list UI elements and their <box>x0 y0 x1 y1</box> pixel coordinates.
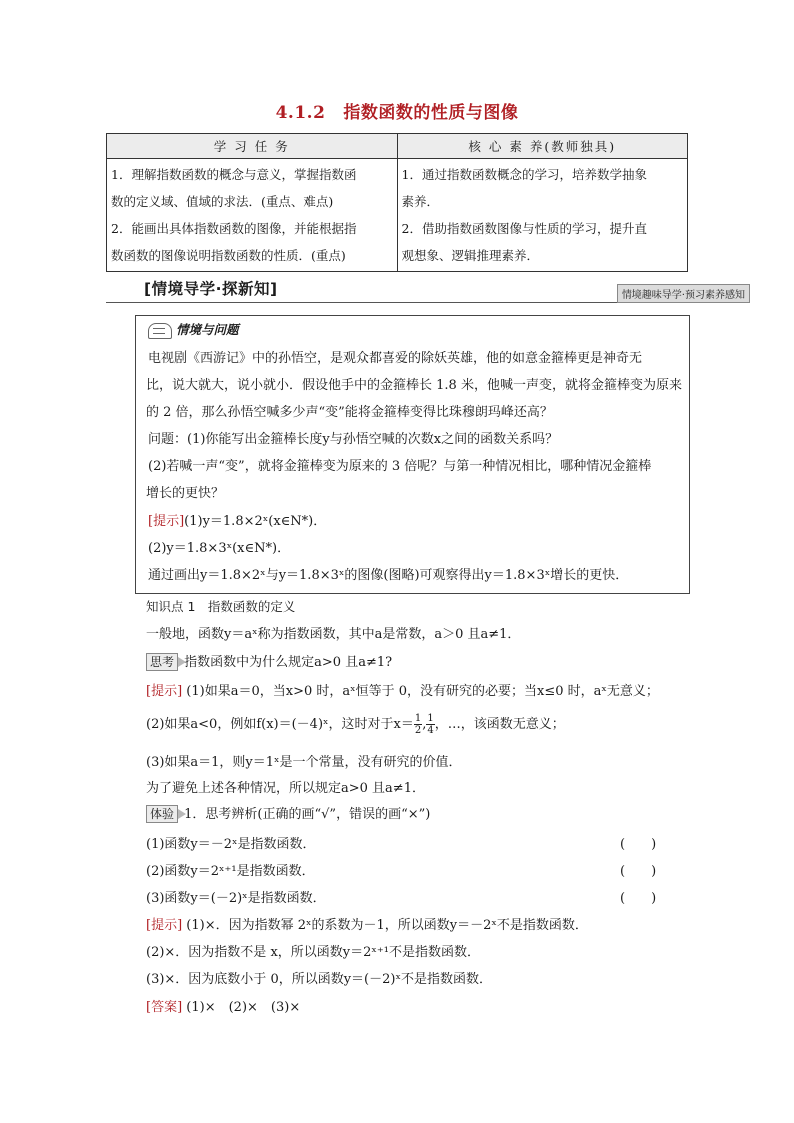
goals-right-line: 素养． <box>401 194 440 209</box>
exercise-intro: 1．思考辨析(正确的画“√”，错误的画“×”) <box>184 807 431 822</box>
fraction-denominator: 2 <box>414 725 422 736</box>
scenario-paragraph-line: 比，说大就大，说小就小．假设他手中的金箍棒长 1.8 米，他喊一声变，就将金箍棒变为原来 <box>146 378 682 393</box>
scenario-paragraph-line: 电视剧《西游记》中的孙悟空，是观众都喜爱的除妖英雄，他的如意金箍棒更是神奇无 <box>148 351 643 366</box>
goals-left-line: 2．能画出具体指数函数的图像，并能根据指 <box>111 221 357 236</box>
question-2-line: (2)若喊一声“变”，就将金箍棒变为原来的 3 倍呢？与第一种情况相比，哪种情况金箍棒 <box>148 459 652 474</box>
goals-right-line: 1．通过指数函数概念的学习，培养数学抽象 <box>401 167 647 182</box>
explain-line <box>146 680 659 699</box>
explain-text: (1)如果a＝0，当x>0 时，aˣ恒等于 0，没有研究的必要；当x≤0 时，aˣ无意义； <box>186 684 659 699</box>
think-tag: 思考 <box>146 653 178 671</box>
hint-text: (1)y＝1.8×2ˣ(x∈N*)． <box>184 514 327 529</box>
think-question: 指数函数中为什么规定a>0 且a≠1? <box>184 655 393 670</box>
section-heading: [情境导学·探新知] <box>144 280 278 298</box>
explain-text: ，…，该函数无意义； <box>434 717 565 732</box>
section-title: 指数函数的性质与图像 <box>343 103 519 123</box>
answer-text: (1)× (2)× (3)× <box>186 1000 301 1015</box>
hint-tag: [提示] <box>146 684 183 699</box>
explain-line: (2)如果a<0，例如f(x)＝(－4)ˣ，这时对于x＝ $\frac{1}{2}$ , $\frac{1}{4}$ ，…，该函数无意义； <box>146 713 565 736</box>
page-title <box>0 98 794 123</box>
explain-line: 为了避免上述各种情况，所以规定a>0 且a≠1． <box>146 781 425 796</box>
explain-text: (2)如果a<0，例如f(x)＝(－4)ˣ，这时对于x＝ <box>146 717 414 732</box>
hint-tag: [提示] <box>146 918 183 933</box>
explain-line: (3)如果a＝1，则y＝1ˣ是一个常量，没有研究的价值． <box>146 755 462 770</box>
section-number: 4.1.2 <box>275 103 326 123</box>
think-line <box>146 651 392 671</box>
answer-line <box>146 996 300 1015</box>
goals-left-line: 1．理解指数函数的概念与意义，掌握指数函 <box>111 167 357 182</box>
fraction-numerator: 1 <box>427 713 434 724</box>
goals-col1-header: 学 习 任 务 <box>107 134 398 159</box>
exercise-explain: (1)×．因为指数幂 2ˣ的系数为－1，所以函数y＝－2ˣ不是指数函数． <box>186 918 588 933</box>
exercise-explain-line: (3)×．因为底数小于 0，所以函数y＝(－2)ˣ不是指数函数． <box>146 972 492 987</box>
goals-header-row <box>107 134 688 159</box>
exercise-item: (3)函数y＝(－2)ˣ是指数函数． <box>146 891 326 906</box>
question-2-line: 增长的更快？ <box>146 486 225 501</box>
definition-text: 一般地，函数y＝aˣ称为指数函数，其中a是常数，a＞0 且a≠1． <box>146 627 521 642</box>
question-1: 问题：(1)你能写出金箍棒长度y与孙悟空喊的次数x之间的函数关系吗？ <box>148 432 559 447</box>
goals-body-row <box>107 159 688 272</box>
exercise-explain-line <box>146 914 588 933</box>
fraction <box>426 713 434 736</box>
fraction-denominator: 4 <box>427 725 434 736</box>
exercise-item: (2)函数y＝2ˣ⁺¹是指数函数． <box>146 864 315 879</box>
knowledge-point-title: 知识点 1 指数函数的定义 <box>146 599 296 614</box>
fraction-numerator: 1 <box>414 713 422 724</box>
exercise-intro-line <box>146 803 430 823</box>
goals-right-cell <box>397 159 688 272</box>
scenario-heading <box>148 320 239 339</box>
goals-right-line: 观想象、逻辑推理素养． <box>401 248 540 263</box>
goals-col2-header: 核 心 素 养(教师独具) <box>397 134 688 159</box>
hint-line: (2)y＝1.8×3ˣ(x∈N*)． <box>148 541 291 556</box>
goals-left-line: 数的定义域、值域的求法．(重点、难点) <box>111 194 334 209</box>
answer-blank: ( ) <box>620 864 657 879</box>
exercise-tag: 体验 <box>146 805 178 823</box>
answer-blank: ( ) <box>620 837 657 852</box>
hint-line: 通过画出y＝1.8×2ˣ与y＝1.8×3ˣ的图像(图略)可观察得出y＝1.8×3ˣ增长的更快． <box>148 568 629 583</box>
hint-line <box>148 510 326 529</box>
exercise-explain-line: (2)×．因为指数不是 x，所以函数y＝2ˣ⁺¹不是指数函数． <box>146 945 480 960</box>
goals-table <box>106 133 688 272</box>
answer-blank: ( ) <box>620 891 657 906</box>
goals-right-line: 2．借助指数函数图像与性质的学习，提升直 <box>401 221 647 236</box>
scenario-paragraph-line: 的 2 倍，那么孙悟空喊多少声“变”能将金箍棒变得比珠穆朗玛峰还高？ <box>146 405 553 420</box>
book-icon <box>148 323 172 339</box>
hint-tag: [提示] <box>148 514 185 529</box>
section-tag: 情境趣味导学·预习素养感知 <box>617 284 750 303</box>
exercise-item: (1)函数y＝－2ˣ是指数函数． <box>146 837 316 852</box>
fraction <box>414 713 422 736</box>
answer-tag: [答案] <box>146 1000 183 1015</box>
goals-left-line: 数函数的图像说明指数函数的性质．(重点) <box>111 248 346 263</box>
scenario-heading-text: 情境与问题 <box>176 322 239 337</box>
goals-left-cell <box>107 159 398 272</box>
